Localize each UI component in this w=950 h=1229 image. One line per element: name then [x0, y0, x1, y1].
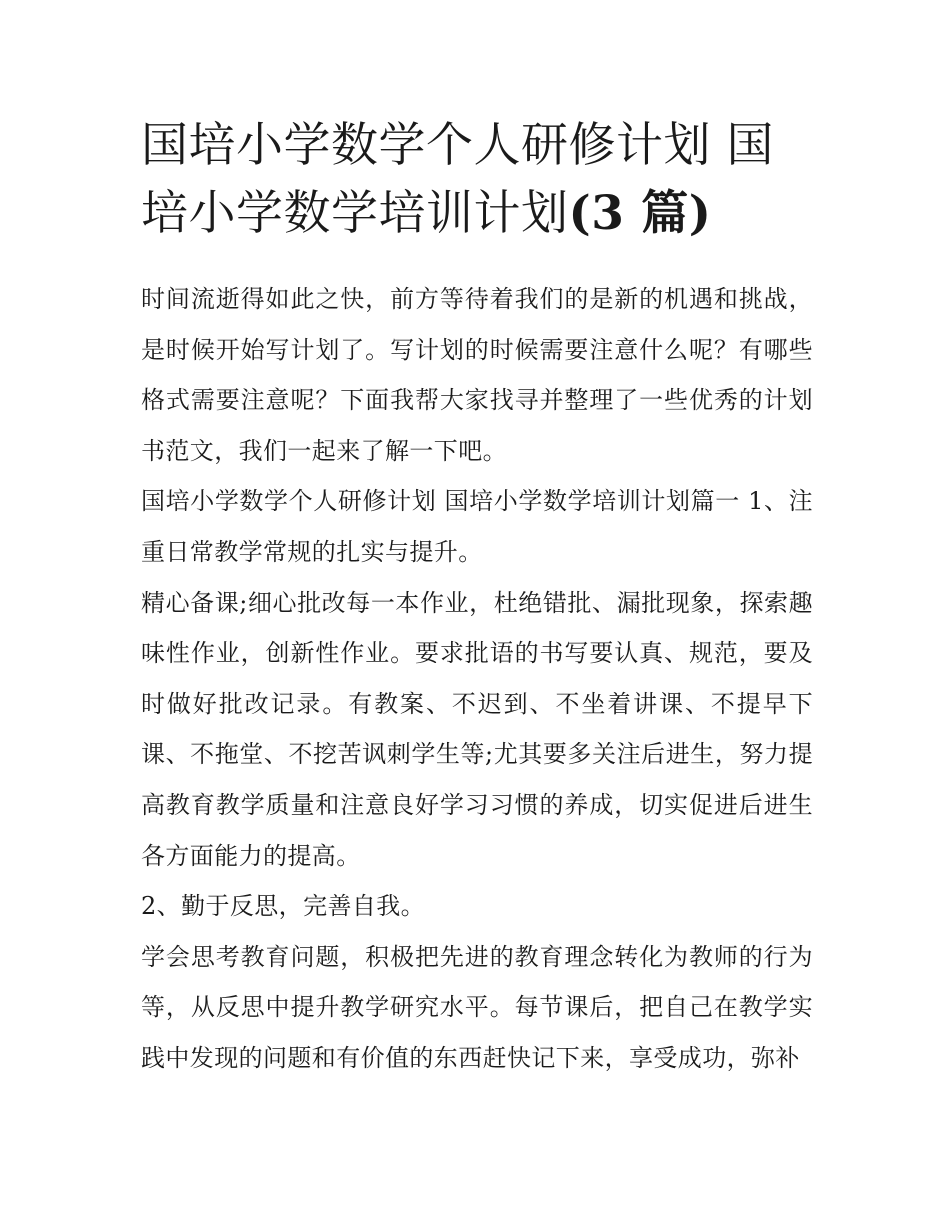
paragraph-lesson-prep: 精心备课;细心批改每一本作业，杜绝错批、漏批现象，探索趣味性作业，创新性作业。要求批语的书写要认真、规范，要及时做好批改记录。有教案、不迟到、不坐着讲课、不提早下课、不拖堂、不挖苦讽刺学生等;尤其要多关注后进生，努力提高教育教学质量和注意良好学习习惯的养成，切实促进后进生各方面能力的提高。 [141, 588, 813, 870]
document-body [141, 274, 813, 1084]
paragraph-intro: 时间流逝得如此之快，前方等待着我们的是新的机遇和挑战，是时候开始写计划了。写计划的时候需要注意什么呢？有哪些格式需要注意呢？下面我帮大家找寻并整理了一些优秀的计划书范文，我们一起来了解一下吧。 [141, 285, 813, 465]
document-title: 国培小学数学个人研修计划 国培小学数学培训计划(3 篇) [141, 118, 774, 241]
paragraph-point-two-heading: 2、勤于反思，完善自我。 [141, 892, 426, 921]
title-count-suffix: (3 篇) [568, 186, 712, 241]
paragraph-section-one-heading: 国培小学数学个人研修计划 国培小学数学培训计划篇一 1、注重日常教学常规的扎实与提升。 [141, 487, 813, 566]
document-page [141, 112, 813, 1084]
paragraph-reflection: 学会思考教育问题，积极把先进的教育理念转化为教师的行为等，从反思中提升教学研究水平。每节课后，把自己在教学实践中发现的问题和有价值的东西赶快记下来，享受成功，弥补 [141, 942, 813, 1072]
